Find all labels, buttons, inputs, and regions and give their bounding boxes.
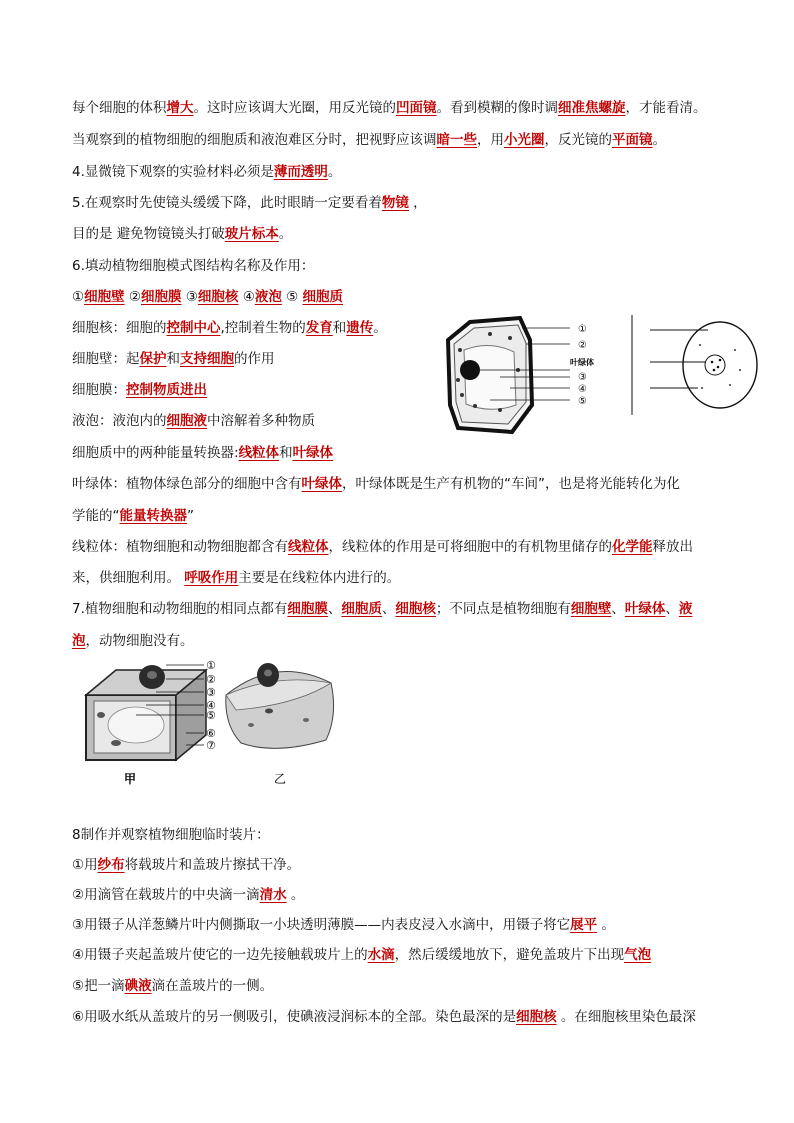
- line-text: 细胞质中的两种能量转换器:: [72, 445, 239, 461]
- answer-text: 保护: [139, 351, 167, 367]
- line-text: 学能的“: [72, 508, 120, 524]
- text-line-l2: [72, 130, 666, 150]
- line-text: 主要是在线粒体内进行的。: [238, 570, 401, 586]
- line-text: ，线粒体的作用是可将细胞中的有机物里储存的: [328, 539, 612, 555]
- answer-text: 叶绿体: [292, 445, 334, 461]
- line-text: 目的是 避免物镜镜头打破: [72, 226, 225, 242]
- answer-text: 控制中心: [166, 320, 221, 336]
- answer-text: 展平: [570, 917, 598, 933]
- answer-text: 细胞壁: [84, 289, 125, 305]
- text-line-l11: [72, 411, 315, 431]
- answer-text: 遗传: [346, 320, 374, 336]
- line-text: 释放出: [652, 539, 693, 555]
- line-text: 滴在盖玻片的一侧。: [151, 978, 274, 994]
- answer-text: 细胞壁: [570, 601, 612, 617]
- text-line-l21: [72, 885, 304, 905]
- plant-cell-label-3: ③: [578, 372, 587, 383]
- answer-text: 水滴: [367, 947, 395, 963]
- line-text: 的作用: [234, 351, 275, 367]
- answer-text: 清水: [259, 887, 287, 903]
- answer-text: 细胞核: [197, 289, 239, 305]
- line-text: ”: [187, 508, 194, 524]
- line-text: 、: [327, 601, 342, 617]
- answer-text: 液泡: [254, 289, 282, 305]
- line-text: ③用镊子从洋葱鳞片叶内侧撕取一小块透明薄膜——内表皮浸入水滴中，用镊子将它: [72, 917, 571, 933]
- text-line-l12: [72, 443, 333, 463]
- line-text: ①用: [72, 857, 98, 873]
- line-text: 和: [332, 320, 347, 336]
- text-line-l19: [72, 825, 270, 845]
- plant-cell-label-chloroplast: 叶绿体: [570, 358, 594, 367]
- text-line-l15: [72, 537, 693, 557]
- line-text: 7.植物细胞和动物细胞的相同点都有: [72, 601, 288, 617]
- answer-text: 细胞质: [341, 601, 382, 617]
- line-text: ，才能看清。: [625, 100, 707, 116]
- figure2-label-7: ⑦: [206, 739, 216, 752]
- line-text: ④: [238, 289, 255, 305]
- plant-cell-label-2: ②: [578, 340, 587, 351]
- plant-cell-label-5: ⑤: [578, 396, 587, 407]
- line-text: ，反光镜的: [544, 132, 612, 148]
- line-text: ,控制着生物的: [220, 320, 306, 336]
- answer-text: 碘液: [124, 978, 152, 994]
- figure2-label-1: ①: [206, 659, 216, 672]
- cell-diagram-figure-1: [430, 310, 790, 440]
- answer-text: 细胞液: [166, 413, 207, 429]
- text-line-l14: [72, 506, 194, 526]
- animal-cell-3d-diagram: [226, 663, 334, 786]
- text-line-l23: [72, 945, 651, 965]
- line-text: 中溶解着多种物质: [207, 413, 315, 429]
- text-line-l22: [72, 915, 615, 935]
- line-text: 。在细胞核里染色最深: [556, 1009, 696, 1025]
- cell-diagram-figure-2: [76, 655, 376, 795]
- answer-text: 平面镜: [612, 132, 653, 148]
- plant-cell-diagram: [448, 318, 594, 432]
- line-text: ①: [72, 289, 85, 305]
- text-line-l4: [72, 193, 427, 213]
- line-text: 当观察到的植物细胞的细胞质和液泡难区分时，把视野应该调: [72, 132, 437, 148]
- text-line-l3: [72, 162, 341, 182]
- line-text: ，动物细胞没有。: [85, 633, 194, 649]
- line-text: 。: [373, 320, 387, 336]
- line-text: 将载玻片和盖玻片擦拭干净。: [124, 857, 301, 873]
- text-line-l16: [72, 568, 400, 588]
- answer-text: 发育: [305, 320, 333, 336]
- line-text: 。: [278, 226, 293, 242]
- answer-text: 细胞核: [516, 1009, 557, 1025]
- line-text: 。: [597, 917, 615, 933]
- answer-text: 细胞核: [395, 601, 436, 617]
- answer-text: 控制物质进出: [126, 382, 207, 398]
- figure2-label-3: ③: [206, 686, 216, 699]
- line-text: 每个细胞的体积: [72, 100, 167, 116]
- line-text: 4.显微镜下观察的实验材料必须是: [72, 164, 274, 180]
- figure-caption-yi: 乙: [274, 772, 287, 786]
- line-text: 8制作并观察植物细胞临时装片：: [72, 827, 270, 843]
- plant-cell-label-1: ①: [578, 324, 587, 335]
- text-line-l18: [72, 631, 194, 651]
- text-line-l10: [72, 380, 207, 400]
- line-text: 、: [611, 601, 625, 617]
- figure2-label-4: ④: [206, 699, 216, 712]
- text-line-l7: [72, 287, 343, 307]
- answer-text: 泡: [72, 633, 86, 649]
- answer-text: 液: [678, 601, 693, 617]
- line-text: 。: [652, 132, 666, 148]
- line-text: 、: [381, 601, 396, 617]
- answer-text: 叶绿体: [624, 601, 666, 617]
- line-text: 细胞核：细胞的: [72, 320, 167, 336]
- text-line-l17: [72, 599, 692, 619]
- line-text: ；不同点是植物细胞有: [435, 601, 571, 617]
- line-text: ②: [124, 289, 142, 305]
- text-line-l25: [72, 1007, 696, 1027]
- animal-cell-diagram: [650, 322, 757, 408]
- line-text: ，然后缓缓地放下，避免盖玻片下出现: [394, 947, 625, 963]
- answer-text: 线粒体: [238, 445, 280, 461]
- line-text: 液泡：液泡内的: [72, 413, 167, 429]
- figure2-label-6: ⑥: [206, 727, 216, 740]
- figure2-label-5: ⑤: [206, 709, 216, 722]
- line-text: ⑤把一滴: [72, 978, 125, 994]
- answer-text: 暗一些: [436, 132, 477, 148]
- line-text: 叶绿体：植物体绿色部分的细胞中含有: [72, 476, 302, 492]
- line-text: 。: [286, 887, 305, 903]
- line-text: 线粒体：植物细胞和动物细胞都含有: [72, 539, 288, 555]
- line-text: ⑥用吸水纸从盖玻片的另一侧吸引，使碘液浸润标本的全部。染色最深的是: [72, 1009, 517, 1025]
- answer-text: 叶绿体: [301, 476, 342, 492]
- line-text: ，用: [477, 132, 504, 148]
- answer-text: 细胞膜: [141, 289, 182, 305]
- plant-cell-label-4: ④: [578, 384, 587, 395]
- line-text: 和: [279, 445, 293, 461]
- line-text: ③: [181, 289, 198, 305]
- line-text: 。这时应该调大光圈，用反光镜的: [193, 100, 396, 116]
- answer-text: 细准焦螺旋: [558, 100, 626, 116]
- answer-text: 物镜: [381, 195, 409, 211]
- line-text: 细胞膜：: [72, 382, 126, 398]
- answer-text: 薄而透明: [273, 164, 328, 180]
- text-line-l24: [72, 976, 273, 996]
- text-line-l1: [72, 98, 707, 118]
- line-text: ，叶绿体既是生产有机物的“车间”，也是将光能转化为化: [342, 476, 680, 492]
- line-text: ②用滴管在载玻片的中央滴一滴: [72, 887, 260, 903]
- answer-text: 细胞质: [302, 289, 344, 305]
- text-line-l6: [72, 256, 314, 276]
- answer-text: 小光圈: [504, 132, 545, 148]
- answer-text: 气泡: [624, 947, 652, 963]
- text-line-l9: [72, 349, 275, 369]
- figure-caption-jia: 甲: [124, 772, 137, 786]
- answer-text: 化学能: [612, 539, 653, 555]
- line-text: 细胞壁：起: [72, 351, 140, 367]
- text-line-l5: [72, 224, 292, 244]
- answer-text: 能量转换器: [119, 508, 187, 524]
- answer-text: 纱布: [97, 857, 125, 873]
- plant-cell-3d-diagram: [86, 665, 206, 786]
- text-line-l20: [72, 855, 300, 875]
- line-text: ⑤: [281, 289, 303, 305]
- line-text: ④用镊子夹起盖玻片使它的一边先接触载玻片上的: [72, 947, 368, 963]
- answer-text: 玻片标本: [224, 226, 279, 242]
- text-line-l13: [72, 474, 680, 494]
- answer-text: 呼吸作用: [184, 570, 239, 586]
- line-text: ，: [408, 195, 427, 211]
- line-text: 来，供细胞利用。: [72, 570, 185, 586]
- answer-text: 凹面镜: [396, 100, 437, 116]
- line-text: 5.在观察时先使镜头缓缓下降，此时眼睛一定要看着: [72, 195, 382, 211]
- answer-text: 线粒体: [288, 539, 329, 555]
- line-text: 6.填动植物细胞模式图结构名称及作用：: [72, 258, 315, 274]
- line-text: 。: [327, 164, 342, 180]
- line-text: 和: [166, 351, 180, 367]
- answer-text: 增大: [166, 100, 194, 116]
- line-text: 。看到模糊的像时调: [436, 100, 558, 116]
- line-text: 、: [665, 601, 679, 617]
- answer-text: 支持细胞: [180, 351, 234, 367]
- answer-text: 细胞膜: [287, 601, 328, 617]
- figure2-label-2: ②: [206, 673, 216, 686]
- text-line-l8: [72, 318, 387, 338]
